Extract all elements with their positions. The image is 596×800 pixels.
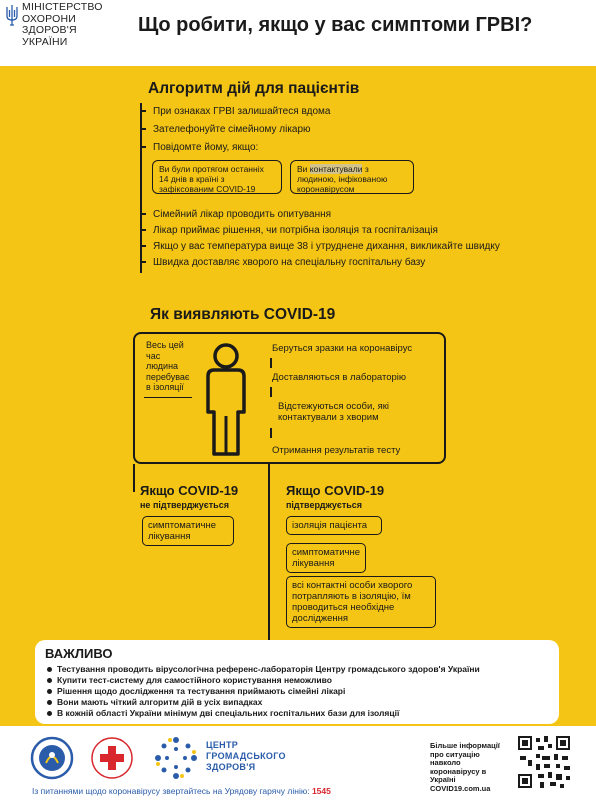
person-icon bbox=[200, 342, 252, 457]
algorithm-step: Лікар приймає рішення, чи потрібна ізоляція та госпіталізація bbox=[153, 225, 438, 236]
qr-code-icon[interactable] bbox=[516, 734, 572, 790]
important-item: Купити тест-систему для самостійного користування неможливо bbox=[45, 675, 549, 686]
positive-contacts-box: всі контактні особи хворого потрапляють в ізоляцію, їм проводиться необхідне дослідження bbox=[286, 576, 436, 628]
important-item: Рішення щодо дослідження та тестування приймають сімейні лікарі bbox=[45, 686, 549, 697]
algorithm-step: Зателефонуйте сімейному лікарю bbox=[153, 124, 311, 135]
public-health-center-logo-icon bbox=[152, 734, 200, 782]
important-item: В кожній області України мінімум дві спеціальних госпітальних бази для ізоляції bbox=[45, 708, 549, 719]
isolation-note: Весь цей час людина перебуває в ізоляції bbox=[144, 340, 194, 394]
more-info-text: Більше інформації про ситуацію навколо коронавірусу в Україні COVID19.com.ua bbox=[430, 741, 500, 793]
condition-contact-highlight: контактували bbox=[309, 164, 363, 174]
detection-step: Відстежуються особи, які контактували з хворим bbox=[278, 401, 389, 423]
algorithm-step: Швидка доставляє хворого на спеціальну госпітальну базу bbox=[153, 257, 426, 268]
negative-treatment-box: симптоматичне лікування bbox=[142, 516, 234, 546]
ministry-line: УКРАЇНИ bbox=[22, 35, 68, 48]
detection-step: Отримання результатів тесту bbox=[272, 445, 401, 456]
phc-line: ЦЕНТР bbox=[206, 740, 239, 750]
hotline-text bbox=[32, 786, 331, 796]
positive-isolation-box: ізоляція пацієнта bbox=[286, 516, 382, 535]
important-item: Вони мають чіткий алгоритм дій в усіх випадках bbox=[45, 697, 549, 708]
negative-branch-line bbox=[133, 464, 135, 492]
ministry-line: МІНІСТЕРСТВО bbox=[22, 1, 103, 13]
positive-treatment-box: симптоматичне лікування bbox=[286, 543, 366, 573]
algorithm-title: Алгоритм дій для пацієнтів bbox=[148, 80, 360, 97]
algorithm-step: Повідомте йому, якщо: bbox=[153, 142, 259, 153]
negative-title-main: Якщо COVID-19 bbox=[140, 483, 239, 498]
header bbox=[0, 0, 596, 66]
important-item: Тестування проводить вірусологічна референс-лабораторія Центру громадського здоров'я України bbox=[45, 664, 549, 675]
important-title: ВАЖЛИВО bbox=[45, 646, 113, 661]
positive-title-main: Якщо COVID-19 bbox=[286, 483, 385, 498]
condition-contact-post: з людиною, інфікованою коронавірусом bbox=[297, 164, 388, 194]
phc-line: ГРОМАДСЬКОГО bbox=[206, 751, 286, 761]
condition-contact-box bbox=[290, 160, 414, 194]
important-list bbox=[45, 664, 549, 719]
detection-title: Як виявляють COVID-19 bbox=[150, 306, 336, 323]
condition-travel-box: Ви були протягом останніх 14 днів в країні з зафіксованим COVID-19 bbox=[152, 160, 282, 194]
algorithm-step: При ознаках ГРВІ залишайтеся вдома bbox=[153, 106, 331, 117]
condition-contact-pre: Ви bbox=[297, 164, 310, 174]
detection-step: Беруться зразки на коронавірус bbox=[272, 343, 413, 354]
ministry-line: ЗДОРОВ'Я bbox=[22, 24, 77, 36]
negative-title bbox=[140, 484, 238, 512]
detection-tick bbox=[270, 428, 272, 438]
important-panel bbox=[35, 640, 559, 724]
ministry-logo-text bbox=[22, 2, 103, 48]
positive-branch-line bbox=[268, 464, 270, 644]
positive-title bbox=[286, 484, 384, 512]
trident-icon bbox=[6, 4, 18, 26]
phc-line: ЗДОРОВ'Я bbox=[206, 762, 256, 772]
emblem-logo-icon bbox=[30, 736, 74, 780]
detection-tick bbox=[270, 387, 272, 397]
ministry-line: ОХОРОНИ bbox=[22, 12, 76, 25]
hotline-number[interactable]: 1545 bbox=[311, 786, 331, 796]
positive-subtitle: підтверджується bbox=[286, 500, 363, 510]
negative-subtitle: не підтверджується bbox=[140, 500, 229, 510]
hotline-label: Із питаннями щодо коронавірусу звертайтесь на Урядову гарячу лінію: bbox=[32, 786, 312, 796]
footer bbox=[0, 726, 596, 800]
detection-tick bbox=[270, 358, 272, 368]
public-health-center-text bbox=[206, 740, 286, 773]
algorithm-step: Якщо у вас температура вище 38 і утруднене дихання, викликайте швидку bbox=[153, 241, 500, 252]
page-title: Що робити, якщо у вас симптоми ГРВІ? bbox=[138, 14, 533, 36]
red-cross-logo-icon bbox=[90, 736, 134, 780]
detection-step: Доставляються в лабораторію bbox=[272, 372, 407, 383]
algorithm-step: Сімейний лікар проводить опитування bbox=[153, 209, 332, 220]
